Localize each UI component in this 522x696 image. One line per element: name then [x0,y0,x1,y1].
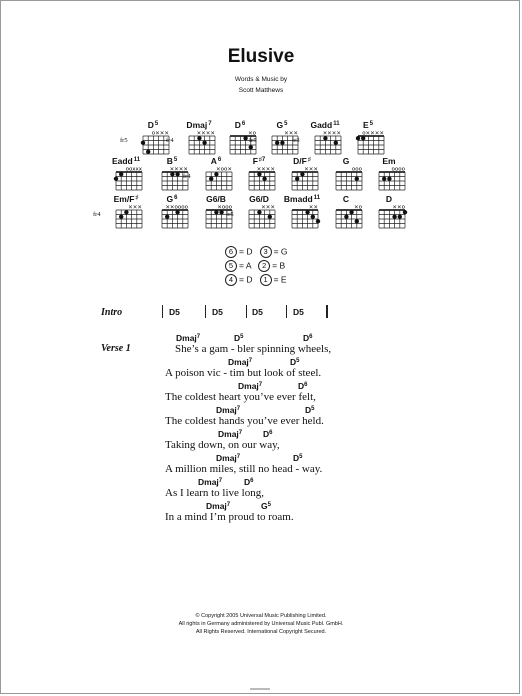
intro-chord: D5 [293,307,304,317]
page-number-mark [250,688,270,690]
finger-dot [243,136,247,140]
fret-label: fr5 [226,211,234,218]
chord-name: Eadd$^{11}$ [111,156,141,166]
tuning-row: 4 = D 1 = E [225,274,287,286]
finger-dot [392,215,396,219]
finger-dot [355,177,359,181]
chord-grid [246,164,278,194]
lyric-chord: $D^6$ [244,477,254,487]
string-note: D [246,246,253,257]
chord-grid [159,202,191,232]
string-note: B [279,260,286,271]
copyright-line-2: All rights in Germany administered by Universal Music Publ. GmbH. [178,621,344,627]
chord-grid [289,164,321,194]
copyright-line-3: All Rights Reserved. International Copyright Secured. [195,629,327,635]
finger-dot [214,172,218,176]
chord-string-markers: ×××× [322,130,341,137]
finger-dot [403,210,407,214]
bar-line [162,305,163,318]
lyric-chord: Dmaj$^7$ [238,381,263,391]
chord-string-markers: ×ooo [217,204,232,211]
intro-chord: D5 [212,307,223,317]
string-note: A [245,260,252,271]
lyric-chord: Dmaj$^7$ [198,477,223,487]
copyright-line-1: © Copyright 2005 Universal Music Publishing Limited. [195,613,327,619]
chord-grid [186,128,218,158]
credit-line-2: Scott Matthews [238,87,284,94]
chord-string-markers: ×× [308,204,318,211]
fret-label: fr5 [120,137,128,144]
finger-dot [219,210,223,214]
lyric-line: The coldest heart you’ve ever felt, [165,391,316,403]
string-number: 6 [225,246,237,258]
intro-chord: D5 [252,307,263,317]
fret-label: fr4 [166,137,174,144]
lyric-chord: $D^5$ [290,357,300,367]
fret-label: fr4 [183,173,191,180]
finger-dot [257,210,261,214]
lyric-chord: $G^5$ [261,501,271,511]
chord-grid [203,164,235,194]
finger-dot [119,172,123,176]
string-number: 3 [260,246,272,258]
chord-name: D/F♯ [293,156,311,166]
tuning-row: 5 = A 2 = B [225,260,285,272]
finger-dot [214,210,218,214]
chord-string-markers: ××× [128,204,142,211]
finger-dot [323,136,327,140]
finger-dot [295,177,299,181]
finger-dot [268,215,272,219]
finger-dot [141,141,145,145]
string-number: 1 [260,274,272,286]
finger-dot [175,210,179,214]
finger-dot [257,172,261,176]
finger-dot [209,177,213,181]
chord-string-markers: ×o [354,204,362,211]
chord-name: G6/D [249,194,269,204]
lyric-chord: $D^5$ [234,333,244,343]
finger-dot [249,145,253,149]
finger-dot [197,136,201,140]
lyric-chord: Dmaj$^7$ [206,501,231,511]
chord-grid [333,164,365,194]
song-title: Elusive [227,46,295,67]
chord-string-markers: ××oooo [165,204,188,211]
finger-dot [170,172,174,176]
finger-dot [202,141,206,145]
chord-grid [376,164,408,194]
string-number: 4 [225,274,237,286]
lyric-line: Taking down, on our way, [165,439,280,451]
chord-string-markers: ooxxx [125,166,142,173]
chord-name: $D^5$ [147,120,159,130]
lyric-chord: Dmaj$^7$ [216,453,241,463]
string-note: D [246,274,253,285]
chord-name: $E^5$ [362,120,374,130]
string-number: 5 [225,260,237,272]
chord-grid [312,128,344,158]
chord-string-markers: ××× [261,204,275,211]
chord-name: $G^6$ [166,194,178,204]
chord-string-markers: ××× [304,166,318,173]
lyric-chord: $D^5$ [293,453,303,463]
lyric-chord: $D^6$ [303,333,313,343]
finger-dot [398,215,402,219]
chord-string-markers: ×××× [256,166,275,173]
chord-name: G6/B [206,194,226,204]
fret-label: fr4 [93,211,101,218]
intro-label: Intro [101,307,123,318]
bar-line [246,305,247,318]
chord-name: G [342,156,350,166]
finger-dot [356,136,360,140]
chord-name: $D^6$ [234,120,246,130]
finger-dot [119,215,123,219]
lyric-chord: Dmaj$^7$ [218,429,243,439]
chord-name: Bmadd$^{11}$ [283,194,321,204]
finger-dot [311,215,315,219]
chord-name: $G^5$ [276,120,288,130]
chord-string-markers: ×oo× [216,166,232,173]
lyric-chord: $D^6$ [263,429,273,439]
tuning-row: 6 = D 3 = G [225,246,288,258]
finger-dot [165,215,169,219]
chord-grid [113,164,145,194]
finger-dot [114,177,118,181]
lyric-line: She’s a gam - bler spinning wheels, [175,343,332,355]
lyric-line: As I learn to live long, [165,487,264,499]
chord-name: Gadd$^{11}$ [310,120,340,130]
finger-dot [300,172,304,176]
lyric-line: The coldest hands you’ve ever held. [165,415,324,427]
lyric-chord: Dmaj$^7$ [228,357,253,367]
finger-dot [146,150,150,154]
chord-name: $F^{♯7}$ [252,156,266,166]
lyric-line: A million miles, still no head - way. [165,463,323,475]
lyric-chord: Dmaj$^7$ [176,333,201,343]
chord-grid [333,202,365,232]
fret-label: fr5 [249,137,257,144]
chord-name: Dmaj$^7$ [186,120,212,130]
chord-string-markers: ×××× [169,166,188,173]
lyric-line: A poison vic - tim but look of steel. [165,367,322,379]
chord-grid [289,202,321,232]
fret-label: fr3 [292,137,300,144]
chord-name: $B^5$ [166,156,178,166]
finger-dot [361,136,365,140]
string-note: G [280,246,288,257]
chord-string-markers: ×o [248,130,256,137]
finger-dot [349,210,353,214]
finger-dot [175,172,179,176]
lyric-chord: $D^6$ [298,381,308,391]
chord-string-markers: ××o [392,204,405,211]
chord-string-markers: o××× [151,130,169,137]
chord-name: Em [382,156,396,166]
chord-name: Em/F♯ [113,194,139,204]
chord-string-markers: oooo [391,166,405,173]
bar-line [205,305,206,318]
finger-dot [316,219,320,223]
chord-string-markers: o×××× [362,130,384,137]
finger-dot [280,141,284,145]
finger-dot [355,219,359,223]
intro-chord: D5 [169,307,180,317]
finger-dot [344,215,348,219]
chord-grid [355,128,387,158]
lyric-line: In a mind I’m proud to roam. [165,511,294,523]
bar-line [286,305,287,318]
finger-dot [124,210,128,214]
finger-dot [387,177,391,181]
chord-grid [113,202,145,232]
finger-dot [305,210,309,214]
chord-name: $A^6$ [210,156,222,166]
chord-grid [246,202,278,232]
chord-string-markers: ××× [284,130,298,137]
lyric-chord: Dmaj$^7$ [216,405,241,415]
finger-dot [262,177,266,181]
finger-dot [334,141,338,145]
finger-dot [275,141,279,145]
lyric-chord: $D^5$ [305,405,315,415]
chord-string-markers: ×××× [196,130,215,137]
string-number: 2 [258,260,270,272]
chord-name: C [342,194,350,204]
verse-1-label: Verse 1 [101,343,131,354]
bar-line-end [326,305,328,318]
credit-line-1: Words & Music by [234,76,288,83]
chord-string-markers: ooo [351,166,362,173]
chord-grid [376,202,408,232]
chord-name: D [385,194,393,204]
string-note: E [280,274,287,285]
finger-dot [382,177,386,181]
